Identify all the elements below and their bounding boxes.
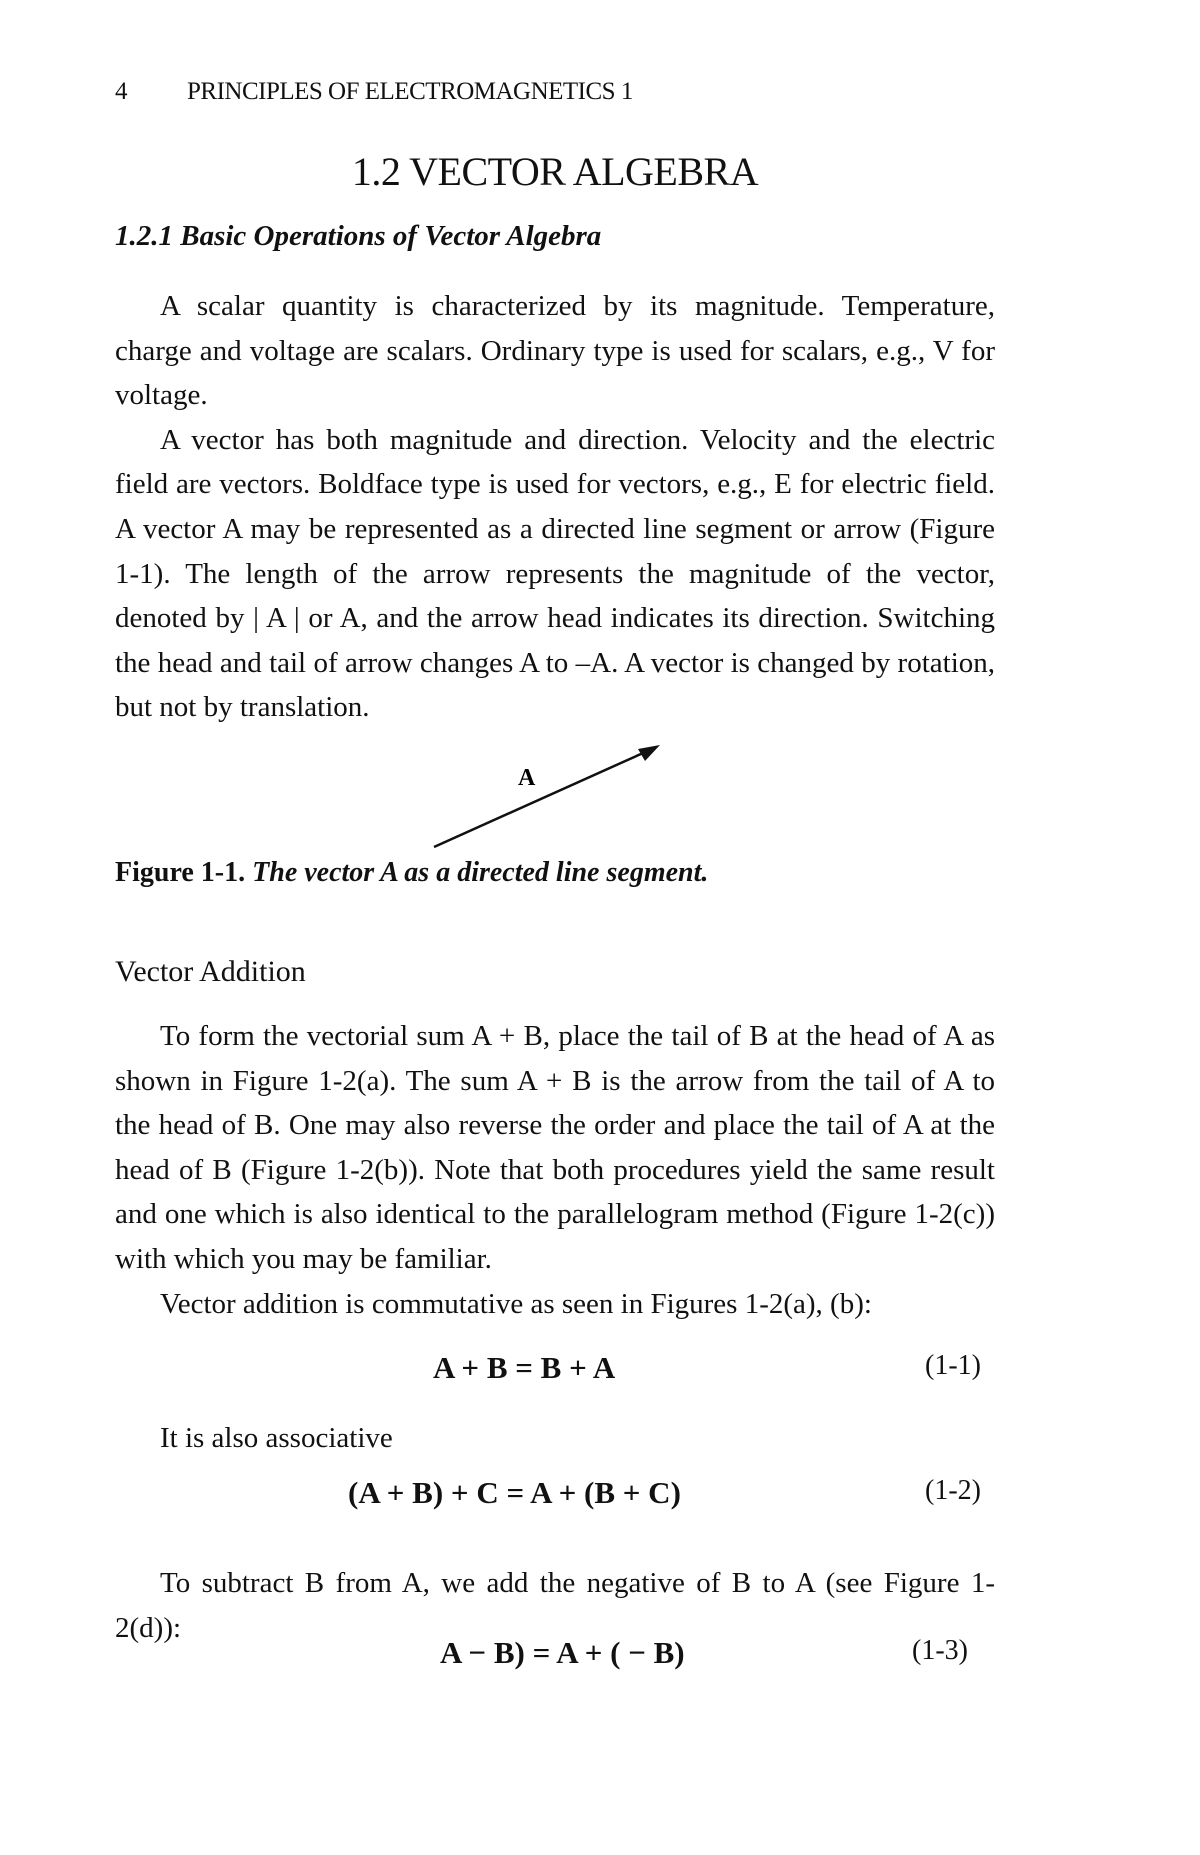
equation-number-1-3: (1-3) — [912, 1635, 968, 1666]
paragraph-associative: It is also associative — [160, 1422, 393, 1454]
paragraph-addition: To form the vectorial sum A + B, place the tail of B at the head of A as shown in Figure 1-2(a). The sum A + B is the arrow from the tail of A to the head of B. One may also reverse the order and place the tail of A at the head of B (Figure 1-2(b)). Note that both procedures yield the same result and one which is also identical to the parallelogram method (Figure 1-2(c)) with which you may be familiar. — [115, 1020, 995, 1275]
heading-vector-addition: Vector Addition — [115, 955, 306, 988]
vector-line — [434, 749, 652, 847]
paragraph-subtract: To subtract B from A, we add the negative of B to A (see Figure 1-2(d)): — [115, 1567, 995, 1644]
equation-number-1-1: (1-1) — [925, 1350, 981, 1381]
equation-1-3: A − B) = A + ( − B) — [440, 1635, 685, 1670]
vector-arrow-diagram — [430, 735, 670, 855]
figure-caption-text: The vector A as a directed line segment. — [252, 857, 709, 888]
figure-caption-prefix: Figure 1-1. — [115, 857, 246, 888]
page-number: 4 — [115, 78, 127, 105]
paragraph-vector: A vector has both magnitude and direction. Velocity and the electric field are vectors. Boldface type is used for vectors, e.g., E for electric field. A vector A may be represented as a directed line segment or arrow (Figure 1-1). The length of the arrow represents the magnitude of the vector, denoted by | A | or A, and the arrow head indicates its direction. Switching the head and tail of arrow changes A to –A. A vector is changed by rotation, but not by translation. — [115, 423, 995, 724]
running-title: PRINCIPLES OF ELECTROMAGNETICS 1 — [187, 78, 633, 105]
equation-number-1-2: (1-2) — [925, 1475, 981, 1506]
figure-caption — [115, 857, 708, 889]
figure-1-1 — [430, 735, 670, 855]
running-header — [115, 78, 633, 106]
equation-1-2: (A + B) + C = A + (B + C) — [348, 1475, 681, 1510]
equation-1-1: A + B = B + A — [433, 1350, 616, 1385]
section-title: 1.2 VECTOR ALGEBRA — [351, 149, 759, 194]
paragraph-commutative: Vector addition is commutative as seen in Figures 1-2(a), (b): — [160, 1287, 872, 1320]
arrow-head-icon — [638, 745, 660, 761]
paragraph-scalar: A scalar quantity is characterized by its magnitude. Temperature, charge and voltage are scalars. Ordinary type is used for scalars, e.g., V for voltage. — [115, 290, 995, 412]
addition-text — [115, 1014, 995, 1326]
subsection-title: 1.2.1 Basic Operations of Vector Algebra — [115, 220, 602, 252]
associative-text — [115, 1416, 995, 1461]
vector-label: A — [518, 765, 536, 791]
intro-text — [115, 284, 995, 730]
